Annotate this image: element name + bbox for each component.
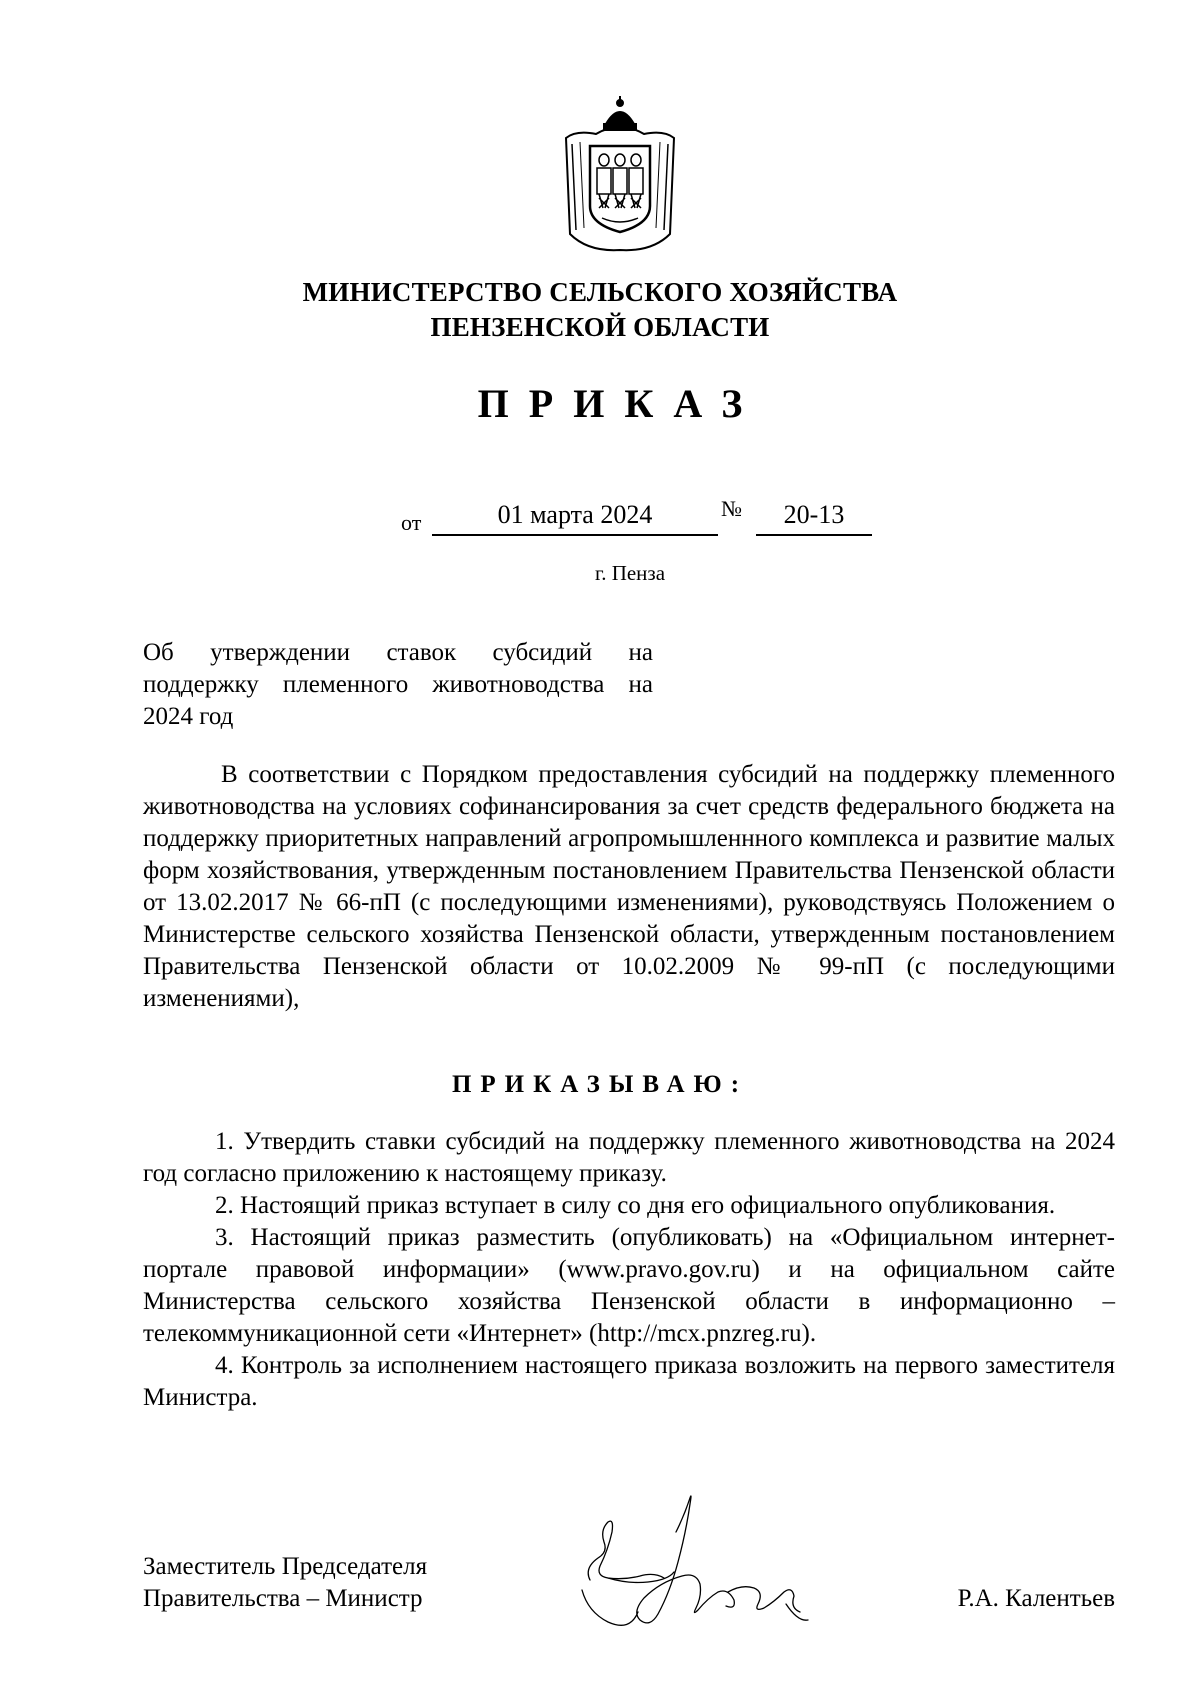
document-number: 20-13 <box>783 500 845 529</box>
order-item: 2. Настоящий приказ вступает в силу со дня его официального опубликования. <box>215 1192 1056 1219</box>
order-item: 1. Утвердить ставки субсидий на поддержку племенного животноводства на 2024 год согласно приложению к настоящему приказу. <box>143 1128 1115 1187</box>
document-date: 01 марта 2024 <box>497 500 653 529</box>
handwritten-signature-icon <box>578 1492 818 1642</box>
signer-title <box>143 1551 427 1615</box>
signer-title-line1: Заместитель Председателя <box>143 1553 428 1580</box>
order-item: 4. Контроль за исполнением настоящего приказа возложить на первого заместителя Министра. <box>143 1352 1115 1411</box>
order-item: 3. Настоящий приказ разместить (опубликовать) на «Официальном интернет-портале правовой информации» (www.pravo.gov.ru) и на официальном сайте Министерства сельского хозяйства Пензенской области в информационно – телекоммуникационной сети «Интернет» (http://mcx.pnzreg.ru). <box>143 1224 1115 1347</box>
order-word-heading: ПРИКАЗЫВАЮ: <box>451 1071 749 1098</box>
ministry-name-line2: ПЕНЗЕНСКОЙ ОБЛАСТИ <box>430 312 770 342</box>
date-underline <box>432 534 718 536</box>
coat-of-arms-icon <box>556 94 684 256</box>
document-subject: Об утверждении ставок субсидий на поддержку племенного животноводства на 2024 год <box>143 639 653 730</box>
document-type-title: ПРИКАЗ <box>477 381 763 426</box>
date-from-label: от <box>401 510 422 535</box>
number-sign-label: № <box>721 496 742 521</box>
preamble-paragraph: В соответствии с Порядком предоставления субсидий на поддержку племенного животноводства на условиях софинансирования за счет средств федерального бюджета на поддержку приоритетных направлений агропромышленнного комплекса и развитие малых форм хозяйствования, утвержденным постановлением Правительства Пензенской области от 13.02.2017 № 66-пП (с последующими изменениями), руководствуясь Положением о Министерстве сельского хозяйства Пензенской области, утвержденным постановлением Правительства Пензенской области от 10.02.2009 № 99-пП (с последующими изменениями), <box>143 761 1115 1012</box>
signer-title-line2: Правительства – Министр <box>143 1585 423 1612</box>
ministry-name-line1: МИНИСТЕРСТВО СЕЛЬСКОГО ХОЗЯЙСТВА <box>302 277 898 307</box>
city-label: г. Пенза <box>594 561 666 585</box>
signer-name: Р.А. Калентьев <box>957 1585 1115 1612</box>
order-items-list <box>143 1126 1115 1414</box>
number-underline <box>756 534 872 536</box>
